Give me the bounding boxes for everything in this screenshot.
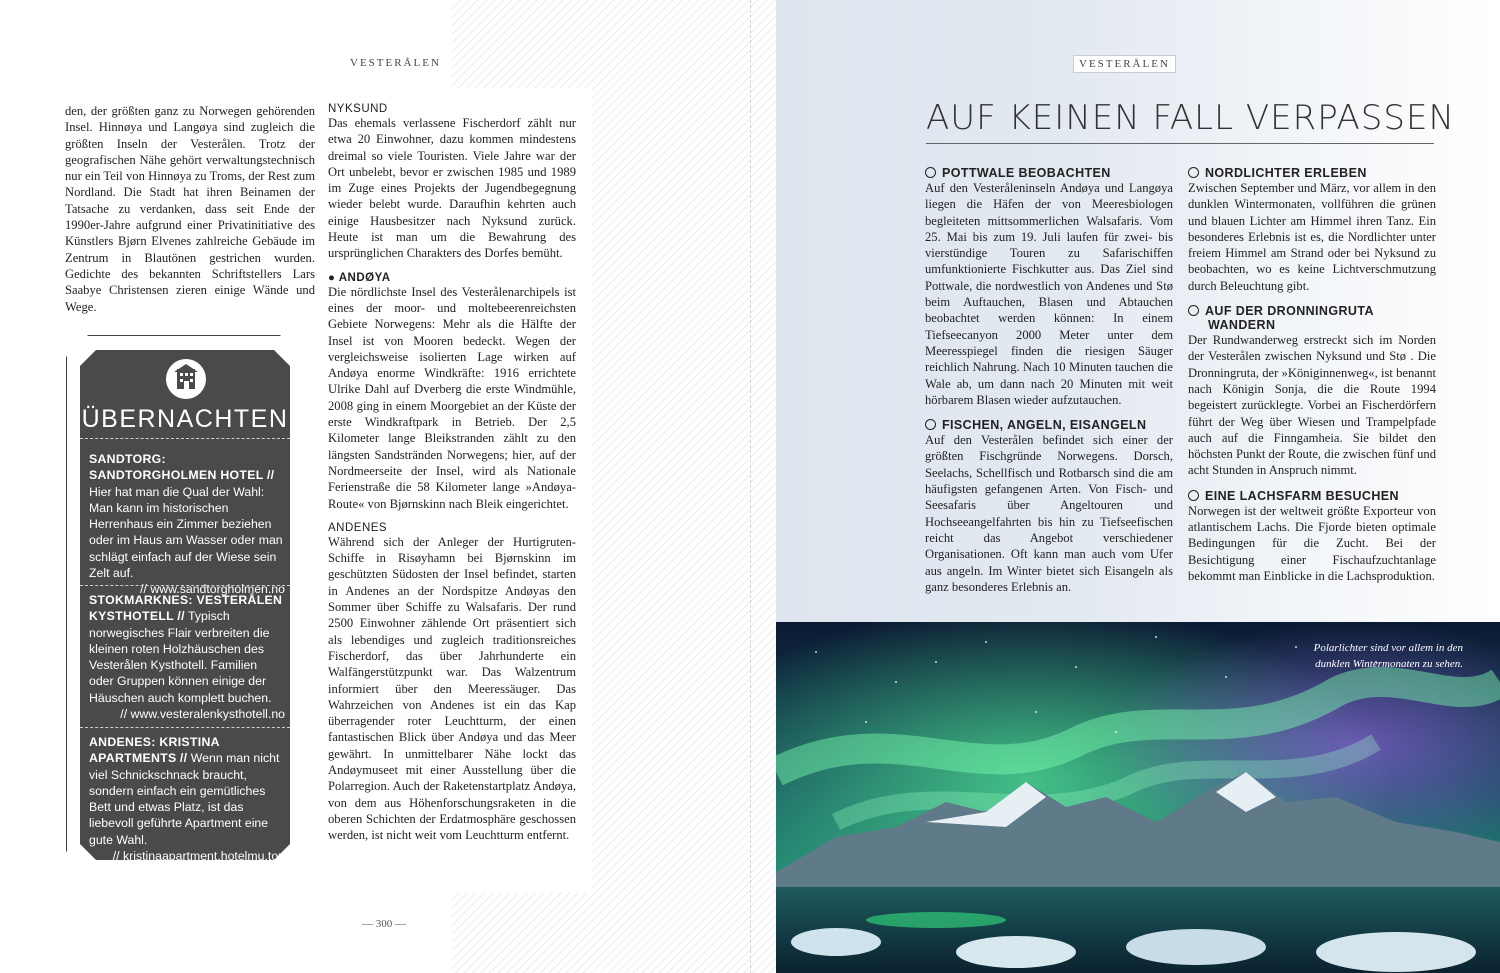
page-headline: AUF KEINEN FALL VERPASSEN <box>926 98 1455 138</box>
intro-paragraph: den, der größten ganz zu Norwegen gehörenden Insel. Hinnøya und Langøya sind zugleich die größten Inseln der Vesterålen. Trotz der geografischen Nähe gehört verwaltungstechnisch nur ein Teil von Hinnøya zu Troms, der Rest zum Nordland. Die Stadt hat ihren Beinamen der Tatsache zu verdanken, dass seit Ende der 1990er-Jahre aufgrund einer Privatinitiative des Künstlers Bjørn Elvenes zahlreiche Gebäude im Zentrum in Blautönen gestrichen wurden. Gedichte des bekannten Schriftstellers Lars Saabye Christensen zieren einige Wände und Wege. <box>65 104 315 314</box>
circle-bullet-icon <box>1188 167 1199 178</box>
right-column-1 <box>925 166 1173 595</box>
circle-bullet-icon <box>925 167 936 178</box>
divider <box>80 727 290 728</box>
running-head-left: VESTERÅLEN <box>350 57 441 69</box>
photo-caption: Polarlichter sind vor allem in den dunklen Wintermonaten zu sehen. <box>1313 642 1463 670</box>
aurora-photo <box>776 622 1500 973</box>
section-text: Der Rundwanderweg erstreckt sich im Norden der Vesterålen zwischen Nyksund und Stø . Die Dronningruta, der »Königinnenweg«, ist benannt nach Königin Sonja, die die Route 1994 begeistert zurücklegte. Vorbei an Fischerdörfern führt der Weg über Wiesen und Trampelpfade auch auf die Finngamheia. Sie bildet den höchsten Punkt der Route, die zwischen fünf und acht Stunden in Anspruch nimmt. <box>1188 333 1436 478</box>
section-heading: FISCHEN, ANGELN, EISANGELN <box>925 418 1173 432</box>
andoya-heading: ● ANDØYA <box>328 271 391 284</box>
circle-bullet-icon <box>925 419 936 430</box>
section-heading: NORDLICHTER ERLEBEN <box>1188 166 1436 180</box>
running-head-right: VESTERÅLEN <box>1073 55 1176 73</box>
nyksund-text: Das ehemals verlassene Fischerdorf zählt nur etwa 20 Einwohner, dazu kommen mindestens dreimal so viele Touristen. Viele Jahre war der Ort unbelebt, bevor er zwischen 1985 und 1989 im Zuge eines Projekts der Jugendbegegnung wieder belebt wurde. Daraufhin kehrten auch einige Hausbesitzer nach Nyksund zurück. Heute ist man um die Bewahrung des ursprünglichen Charakters des Dorfes bemüht. <box>328 116 576 261</box>
section-heading: POTTWALE BEOBACHTEN <box>925 166 1173 180</box>
circle-bullet-icon <box>1188 305 1199 316</box>
section-text: Auf den Vesterålen befindet sich einer der größten Fischgründe Norwegens. Dorsch, Seelachs, Schellfisch und Rotbarsch sind die am häufigsten gefangenen Arten. Von Fisch- und Seesafaris über Angeltouren und Hochseeangelfahrten bis hin zu Tiefseefischen reicht das Angebot verschiedener Organisationen. Oft kann man auch vom Ufer aus angeln. Im Winter bietet sich Eisangeln als ganz besonderes Erlebnis an. <box>925 433 1173 594</box>
accommodation-title: ÜBERNACHTEN <box>81 405 289 433</box>
nyksund-heading: NYKSUND <box>328 103 388 115</box>
entry-text: Typisch norwegisches Flair verbreiten die kleinen roten Holzhäuschen des Vesterålen Kysthotell. Familien oder Gruppen können einige der Häuschen auch komplett buchen. <box>89 609 272 705</box>
page-gutter <box>750 0 751 973</box>
entry-name: SANDTORG: SANDTORGHOLMEN HOTEL <box>89 452 264 483</box>
divider <box>80 438 290 439</box>
accommodation-entry: ANDENES: KRISTINA APARTMENTS // Wenn man nicht viel Schnickschnack braucht, sondern einfach ein gemütliches Bett und etwas Platz, ist das liebevoll geführte Apartment eine gute Wahl. // kristinaapartment.hotelmu.top <box>89 735 285 864</box>
entry-name: STOKMARKNES: VESTERÅLEN KYSTHOTELL <box>89 593 283 624</box>
accommodation-entry: STOKMARKNES: VESTERÅLEN KYSTHOTELL // Typisch norwegisches Flair verbreiten die kleinen roten Holzhäuschen des Vesterålen Kysthotell. Familien oder Gruppen können einige der Häuschen auch komplett buchen. // www.vesteralenkysthotell.no <box>89 593 285 722</box>
entry-url[interactable]: // www.sandtorgholmen.no <box>140 582 285 597</box>
page-number: — 300 — <box>362 918 406 930</box>
section-text: Norwegen ist der weltweit größte Exporteur von atlantischem Lachs. Die Fjorde bieten optimale Bedingungen für die Zucht. Bei der Besichtigung einer Fischaufzuchtanlage bekommt man Einblicke in die Lachsproduktion. <box>1188 503 1436 583</box>
divider <box>80 585 290 586</box>
entry-url[interactable]: // kristinaapartment.hotelmu.top <box>112 849 285 864</box>
section-text: Zwischen September und März, vor allem in den dunklen Wintermonaten, vollführen die grünen und blauen Lichter am Himmel ihren Tanz. Ein besonderes Erlebnis ist es, die Nordlichter unter freiem Himmel am Strand oder bei Nyksund zu beobachten, wo es keine Lichtverschmutzung durch Beleuchtung gibt. <box>1188 181 1436 293</box>
entry-text: Wenn man nicht viel Schnickschnack braucht, sondern einfach ein gemütliches Bett und etwas Platz, ist das liebevoll geführte Apartment eine gute Wahl. <box>89 751 280 847</box>
left-column-2 <box>328 103 576 843</box>
entry-text: Hier hat man die Qual der Wahl: Man kann im historischen Herrenhaus ein Zimmer beziehen oder im Haus am Wasser oder man schlägt einfach auf der Wiese sein Zelt auf. <box>89 484 283 581</box>
section-heading: AUF DER DRONNINGRUTA WANDERN <box>1188 304 1436 332</box>
entry-name: ANDENES: KRISTINA APARTMENTS <box>89 735 220 766</box>
andenes-heading: ANDENES <box>328 521 388 534</box>
accommodation-entry: SANDTORG: SANDTORGHOLMEN HOTEL // Hier hat man die Qual der Wahl: Man kann im historischen Herrenhaus ein Zimmer beziehen oder im Haus am Wasser oder man schlägt einfach auf der Wiese sein Zelt auf. // www.sandtorgholmen.no <box>89 452 285 597</box>
andenes-text: Während sich der Anleger der Hurtigruten-Schiffe in Risøyhamn bei Bjørnskinn im geschützten Südosten der Insel befindet, starten in Andenes an der Nordspitze Andøyas den Sommer über Schiffe zu Walsafaris. Der rund 2500 Einwohner zählende Ort präsentiert sich als lebendiges und zugleich traditionsreiches Fischerdorf, das über Jahrhunderte ein Walfängerstützpunkt war. Das Walzentrum informiert über den Meeressäuger. Das Wahrzeichen von Andenes ist ein das Kap überragender roter Leuchtturm, der einen fantastischen Blick über Andøya und das Meer gewährt. In unmittelbarer Nähe lockt das Andøymuseet mit einer Ausstellung über die Polarregion. Auch der Raketenstartplatz Andøya, von dem aus Höhenforschungsraketen in die oberen Schichten der Erdatmosphäre geschossen werden, ist nicht weit vom Leuchtturm entfernt. <box>328 534 576 843</box>
headline-rule <box>926 143 1434 144</box>
entry-url[interactable]: // www.vesteralenkysthotell.no <box>120 707 285 722</box>
andoya-text: Die nördlichste Insel des Vesterålenarchipels ist eines der moor- und moltebeerenreichsten Gebiete Norwegens: Mehr als die Hälfte der Insel ist von Mooren bedeckt. Wegen der vergleichsweise isolierten Lage wirken auf Andøya enorme Windkräfte: 1916 errichtete Ulrike Dahl auf Dverberg die erste Windmühle, 2008 ging in einem Moorgebiet an der Küste der erste Windkraftpark in Betrieb. Der 2,5 Kilometer lange Bleikstranden zählt zu den längsten Sandstränden Norwegens; hier, auf der Nordmeerseite der Insel, wird als Nationale Ferienstraße die 58 Kilometer lange »Andøya-Route« von Bjørnskinn nach Bleik eingerichtet. <box>328 284 576 511</box>
right-column-2 <box>1188 166 1436 584</box>
circle-bullet-icon <box>1188 490 1199 501</box>
section-heading: EINE LACHSFARM BESUCHEN <box>1188 489 1436 503</box>
hotel-icon <box>166 359 206 399</box>
section-text: Auf den Vesteråleninseln Andøya und Langøya liegen die Häfen der von Meeresbiologen begleiteten mittsommerlichen Walsafaris. Vom 25. Mai bis zum 19. Juli laufen für zwei- bis vierstündige Touren zu Safarischiffen umfunktionierte Fischkutter aus. Das Ziel sind Pottwale, die nordwestlich von Andenes und Stø beim Auftauchen, Blasen und Abtauchen beobachtet werden können: In einem Tiefseecanyon 2000 Meter unter dem Meeresspiegel finden die riesigen Säuger reichlich Nahrung. Nach 10 Minuten tauchen die Wale ab, um dann nach 20 Minuten mit weit hörbarem Blasen wieder aufzutauchen. <box>925 181 1173 407</box>
